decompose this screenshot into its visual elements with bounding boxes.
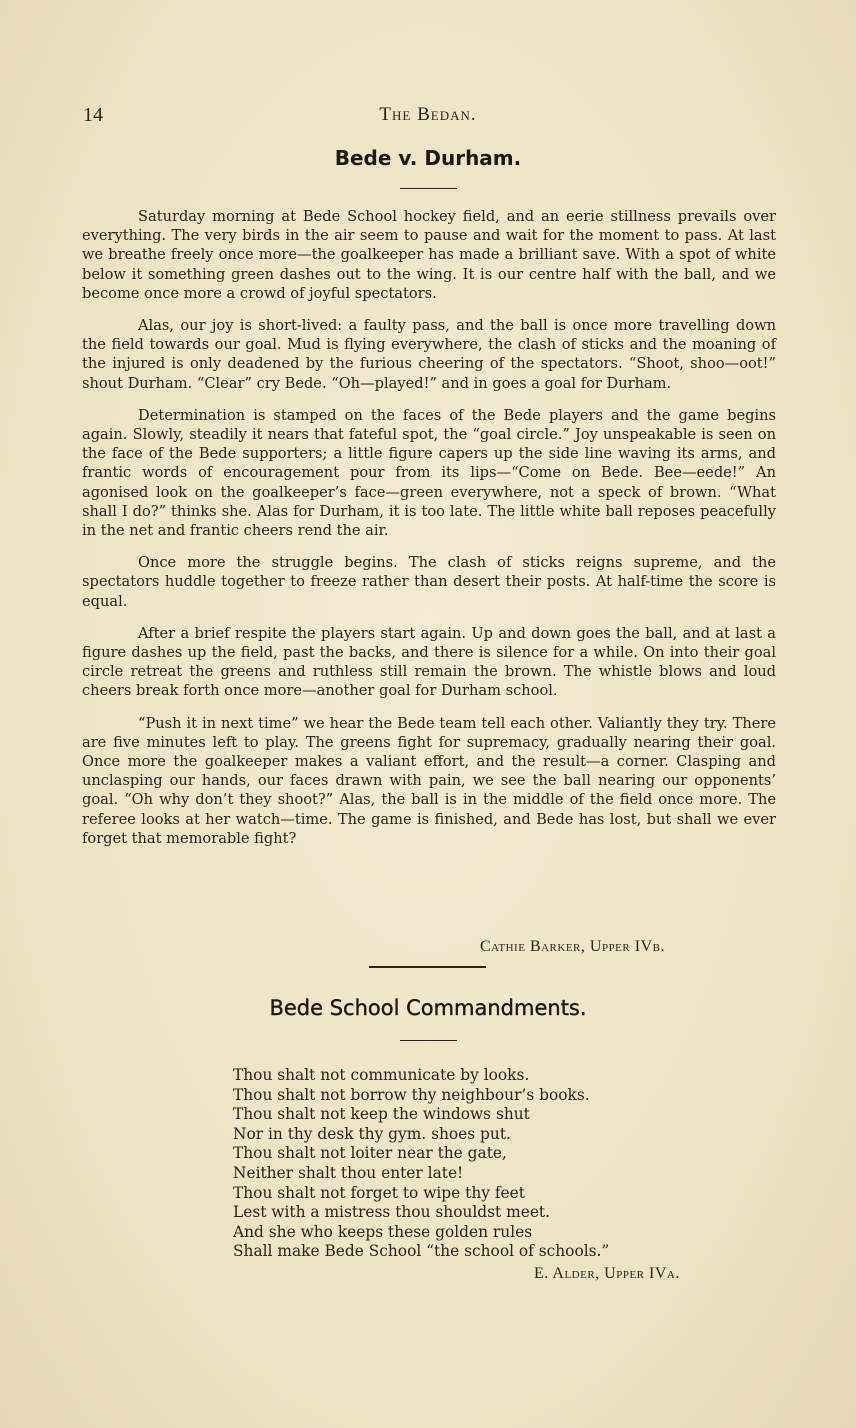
poem-title-underline xyxy=(400,1040,457,1041)
article-paragraph: Determination is stamped on the faces of the Bede players and the game begins again. Slowly, steadily it nears that fateful spot, the “goal circle.” Joy unspeakable is seen on the face of the Bede supporters; a little figure capers up the side line waving its arms, and frantic words of encouragement pour from its lips—“Come on Bede. Bee—eede!” An agonised look on the goalkeeper’s face—green everywhere, not a speck of brown. “What shall I do?” thinks she. Alas for Durham, it is too late. The little white ball reposes peacefully in the net and frantic cheers rend the air. xyxy=(82,406,776,540)
article-signature: Cathie Barker, Upper IVb. xyxy=(480,938,665,955)
poem-signature: E. Alder, Upper IVa. xyxy=(534,1265,680,1282)
section-divider xyxy=(369,966,486,968)
poem-line: Neither shalt thou enter late! xyxy=(233,1163,464,1182)
poem-line: Nor in thy desk thy gym. shoes put. xyxy=(233,1124,511,1143)
article-paragraph: Saturday morning at Bede School hockey field, and an eerie stillness prevails over everything. The very birds in the air seem to pause and wait for the moment to pass. At last we breathe freely once more—the goalkeeper has made a brilliant save. With a spot of white below it something green dashes out to the wing. It is our centre half with the ball, and we become once more a crowd of joyful spectators. xyxy=(82,208,776,302)
poem-line: Thou shalt not loiter near the gate, xyxy=(233,1144,507,1163)
title-underline xyxy=(400,188,457,189)
article-paragraph: After a brief respite the players start again. Up and down goes the ball, and at last a figure dashes up the field, past the backs, and there is silence for a while. On into their goal circle retreat the greens and ruthless still remain the brown. The whistle blows and loud cheers break forth once more—another goal for Durham school. xyxy=(82,624,776,700)
article-paragraph: Alas, our joy is short-lived: a faulty pass, and the ball is once more travelling down the field towards our goal. Mud is flying everywhere, the clash of sticks and the moaning of the injured is only deadened by the furious cheering of the spectators. “Shoot, shoo—oot!” shout Durham. “Clear” cry Bede. “Oh—played!” and in goes a goal for Durham. xyxy=(82,317,776,392)
article-paragraph: Once more the struggle begins. The clash of sticks reigns supreme, and the spectators huddle together to freeze rather than desert their posts. At half-time the score is equal. xyxy=(82,554,776,610)
poem-line: And she who keeps these golden rules xyxy=(233,1222,533,1241)
poem-line: Thou shalt not forget to wipe thy feet xyxy=(233,1183,525,1202)
poem-line: Thou shalt not keep the windows shut xyxy=(233,1105,530,1124)
poem-line: Shall make Bede School “the school of schools.” xyxy=(233,1242,610,1261)
poem-line: Thou shalt not borrow thy neighbour’s books. xyxy=(233,1085,590,1104)
running-head: The Bedan. xyxy=(379,104,477,125)
article-title: Bede v. Durham. xyxy=(334,146,522,170)
poem-line: Lest with a mistress thou shouldst meet. xyxy=(233,1203,551,1222)
article-paragraph: “Push it in next time” we hear the Bede team tell each other. Valiantly they try. There are five minutes left to play. The greens fight for supremacy, gradually nearing their goal. Once more the goalkeeper makes a valiant effort, and the result—a corner. Clasping and unclasping our hands, our faces drawn with pain, we see the ball nearing our opponents’ goal. “Oh why don’t they shoot?” Alas, the ball is in the middle of the field once more. The referee looks at her watch—time. The game is finished, and Bede has lost, but shall we ever forget that memorable fight? xyxy=(82,714,776,847)
poem-line: Thou shalt not communicate by looks. xyxy=(233,1066,530,1084)
article-body xyxy=(82,207,776,861)
page-number: 14 xyxy=(83,104,103,126)
poem-body xyxy=(233,1066,609,1262)
poem-title: Bede School Commandments. xyxy=(269,996,587,1020)
